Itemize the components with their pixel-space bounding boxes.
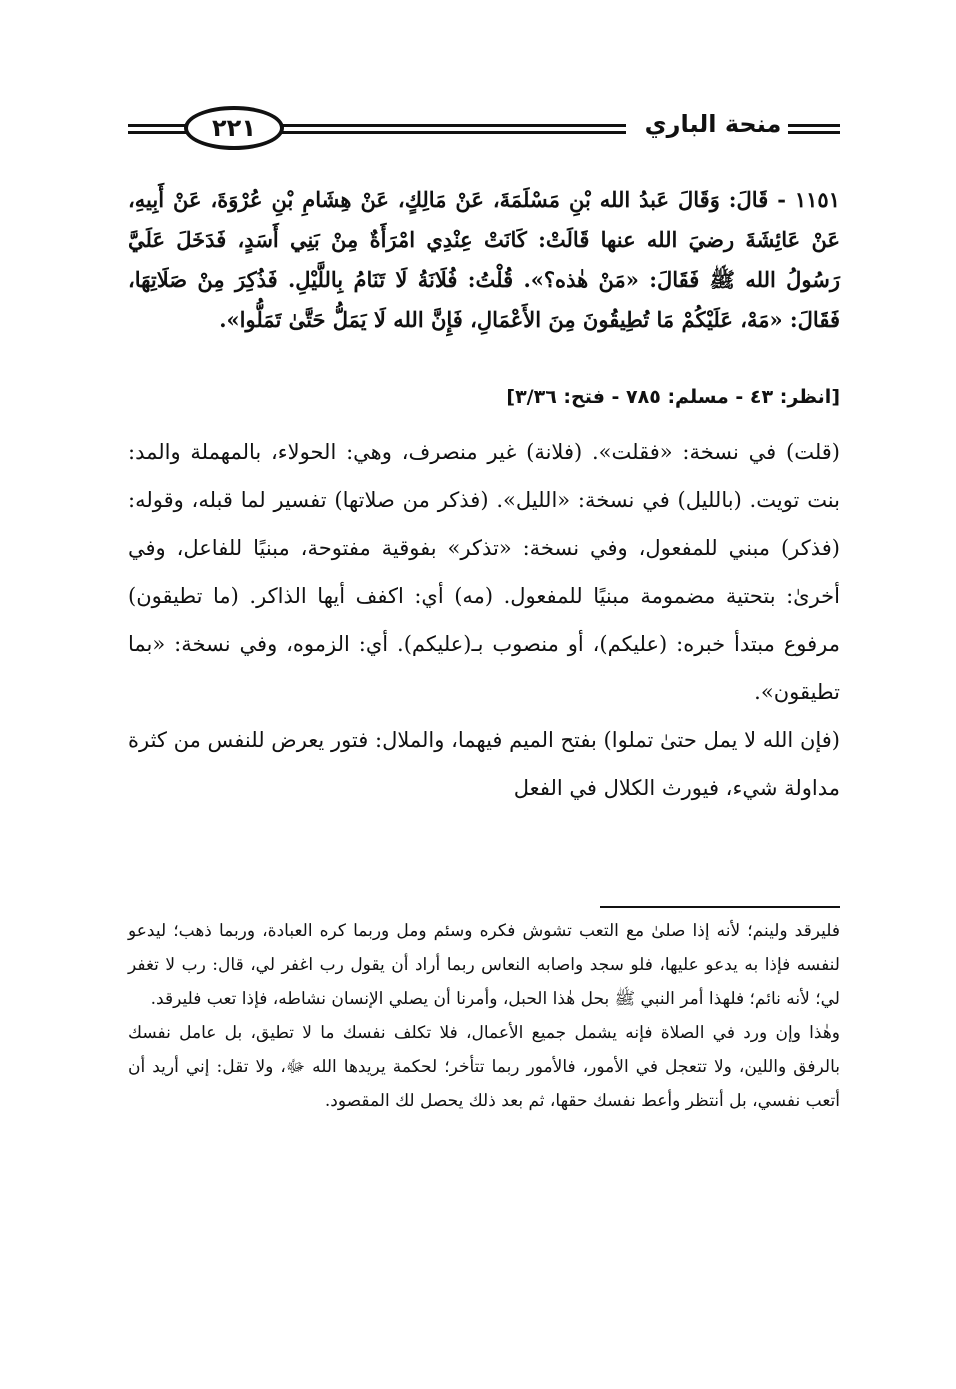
footnotes-block (128, 914, 840, 1118)
page-number-badge (184, 106, 284, 150)
hadith-text: ١١٥١ - قَالَ: وَقَالَ عَبدُ الله بْنِ مَسْلَمَةَ، عَنْ مَالِكٍ، عَنْ هِشَامِ بْنِ عُرْوَةَ، عَنْ أَبِيهِ، عَنْ عَائِشَةَ رضيَ الله عنها قَالَتْ: كَانَتْ عِنْدِي امْرَأَةٌ مِنْ بَنِي أَسَدٍ، فَدَخَلَ عَلَيَّ رَسُولُ الله ﷺ فَقَالَ: «مَنْ هٰذه؟». قُلْتُ: فُلَانَةُ لَا تَنَامُ بِاللَّيْلِ. فَذُكِرَ مِنْ صَلَاتِهَا، فَقَالَ: «مَهْ، عَلَيْكُمْ مَا تُطِيقُونَ مِنَ الأَعْمَالِ، فَإِنَّ الله لَا يَمَلُّ حَتَّىٰ تَمَلُّوا». (128, 187, 840, 332)
header-rule-left (128, 124, 190, 134)
book-title: منحة الباري (644, 110, 782, 138)
hadith-text-block (128, 180, 840, 340)
commentary-paragraph: (فإن الله لا يمل حتىٰ تملوا) بفتح الميم فيهما، والملال: فتور يعرض للنفس من كثرة مداولة شيء، فيورث الكلال في الفعل (128, 728, 840, 800)
page-header (128, 100, 840, 160)
footnote-paragraph: وهٰذا وإن ورد في الصلاة فإنه يشمل جميع الأعمال، فلا تكلف نفسك ما لا تطيق، بل عامل نفسك بالرفق واللين، ولا تتعجل في الأمور، فالأمور ربما تتأخر؛ لحكمة يريدها الله ﷻ، ولا تقل: إني أريد أن أتعب نفسي، بل أنتظر وأعط نفسك حقها، ثم بعد ذلك يحصل لك المقصود. (128, 1023, 840, 1111)
footnote-separator (600, 906, 840, 908)
page-number: ٢٢١ (212, 114, 256, 142)
commentary-block (128, 428, 840, 812)
footnote-paragraph: فليرقد ولينم؛ لأنه إذا صلىٰ مع التعب تشوش فكره وسئم ومل وربما كره العبادة، وربما ذهب؛ ليدعو لنفسه فإذا به يدعو عليها، فلو سجد واصابه النعاس ربما أراد أن يقول رب اغفر لي، قال: رب لا تغفر لي؛ لأنه نائم؛ فلهذا أمر النبي ﷺ بحل هٰذا الحبل، وأمرنا أن يصلي الإنسان نشاطه، فإذا تعب فليرقد. (128, 921, 840, 1009)
header-rule-right (788, 124, 840, 134)
header-rule-middle (278, 124, 626, 134)
commentary-paragraph: (قلت) في نسخة: «فقلت». (فلانة) غير منصرف، وهي: الحولاء، بالمهملة والمد: بنت تويت. (بالليل) في نسخة: «الليل». (فذكر من صلاتها) تفسير لما قبله، وقوله: (فذكر) مبني للمفعول، وفي نسخة: «تذكر» بفوقية مفتوحة، مبنيًا للفاعل، وفي أخرىٰ: بتحتية مضمومة مبنيًا للمفعول. (مه) أي: اكفف أيها الذاكر. (ما تطيقون) مرفوع مبتدأ خبره: (عليكم)، أو منصوب بـ(عليكم). أي: الزموه، وفي نسخة: «بما تطيقون». (128, 440, 840, 704)
hadith-reference: [انظر: ٤٣ - مسلم: ٧٨٥ - فتح: ٣/٣٦] (506, 386, 840, 408)
